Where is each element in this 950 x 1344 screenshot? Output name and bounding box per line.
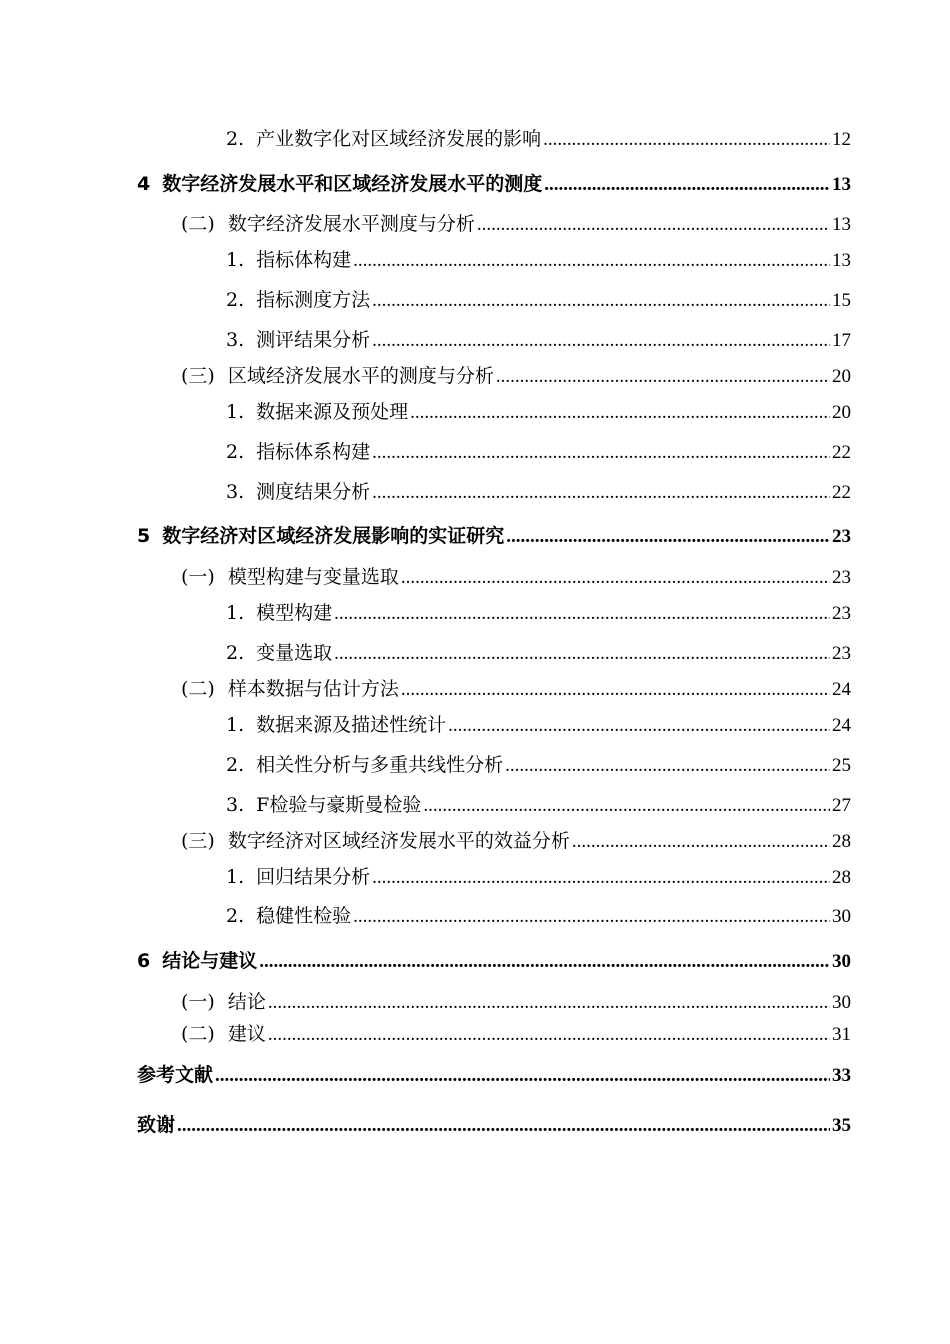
toc-entry-title: 样本数据与估计方法	[227, 678, 399, 700]
toc-entry-title: 数据来源及预处理	[256, 401, 409, 423]
toc-entry-number: 2.	[226, 754, 245, 776]
toc-entry[interactable]	[137, 946, 851, 973]
toc-entry-page: 31	[832, 1024, 851, 1045]
toc-entry-page: 13	[832, 174, 851, 195]
toc-entry[interactable]	[137, 521, 851, 548]
toc-entry[interactable]	[137, 1060, 851, 1087]
toc-entry-title: 模型构建	[256, 602, 333, 624]
toc-leader-dots	[334, 643, 830, 665]
toc-entry-page: 12	[832, 129, 851, 150]
toc-entry-page: 27	[832, 795, 851, 816]
toc-entry-number: 1.	[226, 602, 245, 624]
toc-entry-number: (一)	[181, 566, 215, 588]
toc-entry[interactable]	[226, 790, 851, 817]
toc-entry-page: 30	[832, 951, 851, 972]
toc-entry-number: 1.	[226, 714, 245, 736]
toc-entry[interactable]	[226, 397, 851, 424]
toc-entry-title: 产业数字化对区域经济发展的影响	[256, 128, 542, 150]
toc-entry-page: 22	[832, 482, 851, 503]
toc-leader-dots	[477, 214, 830, 236]
toc-entry-title: 测度结果分析	[256, 481, 371, 503]
toc-entry-number: 2.	[226, 289, 245, 311]
toc-entry[interactable]	[226, 124, 851, 151]
toc-leader-dots	[177, 1115, 830, 1137]
toc-leader-dots	[215, 1065, 830, 1087]
toc-leader-dots	[496, 366, 830, 388]
toc-entry-page: 23	[832, 603, 851, 624]
toc-entry[interactable]	[181, 826, 851, 853]
toc-entry-number: 1.	[226, 866, 245, 888]
toc-leader-dots	[372, 290, 830, 312]
toc-entry-title: 数字经济发展水平和区域经济发展水平的测度	[162, 173, 543, 195]
toc-leader-dots	[372, 482, 830, 504]
toc-entry-title: 指标体构建	[256, 249, 352, 271]
toc-entry-number: 4	[137, 173, 151, 195]
toc-entry-number: 3.	[226, 329, 245, 351]
toc-entry-title: 变量选取	[256, 642, 333, 664]
toc-entry-title: 模型构建与变量选取	[227, 566, 399, 588]
toc-entry[interactable]	[226, 901, 851, 928]
toc-entry-title: 数字经济对区域经济发展影响的实证研究	[162, 525, 505, 547]
toc-entry-title: 数据来源及描述性统计	[256, 714, 447, 736]
toc-entry-title: 区域经济发展水平的测度与分析	[227, 365, 494, 387]
toc-entry-number: (一)	[181, 991, 215, 1013]
toc-leader-dots	[353, 250, 830, 272]
toc-entry-page: 23	[832, 526, 851, 547]
toc-entry-title: 参考文献	[137, 1064, 214, 1086]
toc-leader-dots	[401, 679, 830, 701]
toc-entry-title: 结论与建议	[162, 950, 258, 972]
toc-leader-dots	[372, 867, 830, 889]
toc-entry-title: 测评结果分析	[256, 329, 371, 351]
toc-entry[interactable]	[137, 169, 851, 196]
toc-entry-number: 3.	[226, 481, 245, 503]
toc-leader-dots	[372, 442, 830, 464]
toc-entry-page: 23	[832, 567, 851, 588]
toc-entry-title: 结论	[227, 991, 266, 1013]
toc-entry-page: 24	[832, 679, 851, 700]
toc-entry-number: (二)	[181, 213, 215, 235]
toc-entry-number: 2.	[226, 642, 245, 664]
toc-entry[interactable]	[226, 285, 851, 312]
toc-entry-page: 17	[832, 330, 851, 351]
toc-leader-dots	[572, 831, 830, 853]
toc-entry-number: 1.	[226, 249, 245, 271]
toc-entry[interactable]	[181, 562, 851, 589]
toc-entry[interactable]	[181, 209, 851, 236]
toc-entry[interactable]	[226, 437, 851, 464]
toc-entry[interactable]	[181, 1019, 851, 1046]
toc-entry[interactable]	[226, 750, 851, 777]
toc-entry-page: 15	[832, 290, 851, 311]
toc-entry-page: 20	[832, 366, 851, 387]
toc-entry[interactable]	[226, 710, 851, 737]
toc-entry-number: 5	[137, 525, 151, 547]
toc-entry[interactable]	[226, 325, 851, 352]
toc-entry-title: 建议	[227, 1023, 266, 1045]
toc-entry-number: 2.	[226, 441, 245, 463]
toc-entry[interactable]	[137, 1110, 851, 1137]
toc-entry-number: (三)	[181, 365, 215, 387]
toc-entry[interactable]	[226, 477, 851, 504]
toc-entry-title: 稳健性检验	[256, 905, 352, 927]
toc-leader-dots	[543, 129, 830, 151]
toc-leader-dots	[268, 992, 830, 1014]
toc-entry-page: 30	[832, 906, 851, 927]
toc-leader-dots	[448, 715, 830, 737]
toc-entry-page: 28	[832, 867, 851, 888]
toc-leader-dots	[334, 603, 830, 625]
toc-entry-number: 2.	[226, 905, 245, 927]
toc-entry-page: 35	[832, 1115, 851, 1136]
toc-entry-title: 回归结果分析	[256, 866, 371, 888]
toc-leader-dots	[423, 795, 830, 817]
toc-entry-title: 致谢	[137, 1114, 176, 1136]
toc-entry-page: 23	[832, 643, 851, 664]
toc-entry[interactable]	[226, 245, 851, 272]
toc-leader-dots	[544, 174, 830, 196]
toc-leader-dots	[401, 567, 830, 589]
toc-leader-dots	[353, 906, 830, 928]
toc-entry[interactable]	[181, 361, 851, 388]
toc-entry-number: 2.	[226, 128, 245, 150]
toc-entry-page: 13	[832, 250, 851, 271]
toc-entry-page: 33	[832, 1065, 851, 1086]
toc-entry-number: 6	[137, 950, 151, 972]
toc-entry-title: 相关性分析与多重共线性分析	[256, 754, 504, 776]
toc-entry-page: 13	[832, 214, 851, 235]
toc-entry-title: 数字经济对区域经济发展水平的效益分析	[227, 830, 570, 852]
toc-leader-dots	[410, 402, 830, 424]
toc-entry-number: 3.	[226, 794, 245, 816]
toc-entry-page: 20	[832, 402, 851, 423]
toc-entry-page: 25	[832, 755, 851, 776]
toc-leader-dots	[259, 951, 830, 973]
toc-entry[interactable]	[226, 638, 851, 665]
toc-entry-title: F检验与豪斯曼检验	[256, 794, 422, 816]
toc-leader-dots	[506, 526, 830, 548]
toc-entry-page: 28	[832, 831, 851, 852]
toc-entry[interactable]	[226, 862, 851, 889]
toc-leader-dots	[505, 755, 830, 777]
toc-leader-dots	[372, 330, 830, 352]
toc-entry[interactable]	[181, 674, 851, 701]
toc-entry-number: (三)	[181, 830, 215, 852]
toc-entry-number: (二)	[181, 1023, 215, 1045]
toc-entry-page: 30	[832, 992, 851, 1013]
toc-entry[interactable]	[181, 987, 851, 1014]
toc-entry-title: 指标体系构建	[256, 441, 371, 463]
toc-entry-number: 1.	[226, 401, 245, 423]
toc-entry-number: (二)	[181, 678, 215, 700]
toc-entry-page: 24	[832, 715, 851, 736]
toc-entry[interactable]	[226, 598, 851, 625]
toc-entry-title: 指标测度方法	[256, 289, 371, 311]
toc-leader-dots	[268, 1024, 830, 1046]
toc-entry-title: 数字经济发展水平测度与分析	[227, 213, 475, 235]
toc-entry-page: 22	[832, 442, 851, 463]
